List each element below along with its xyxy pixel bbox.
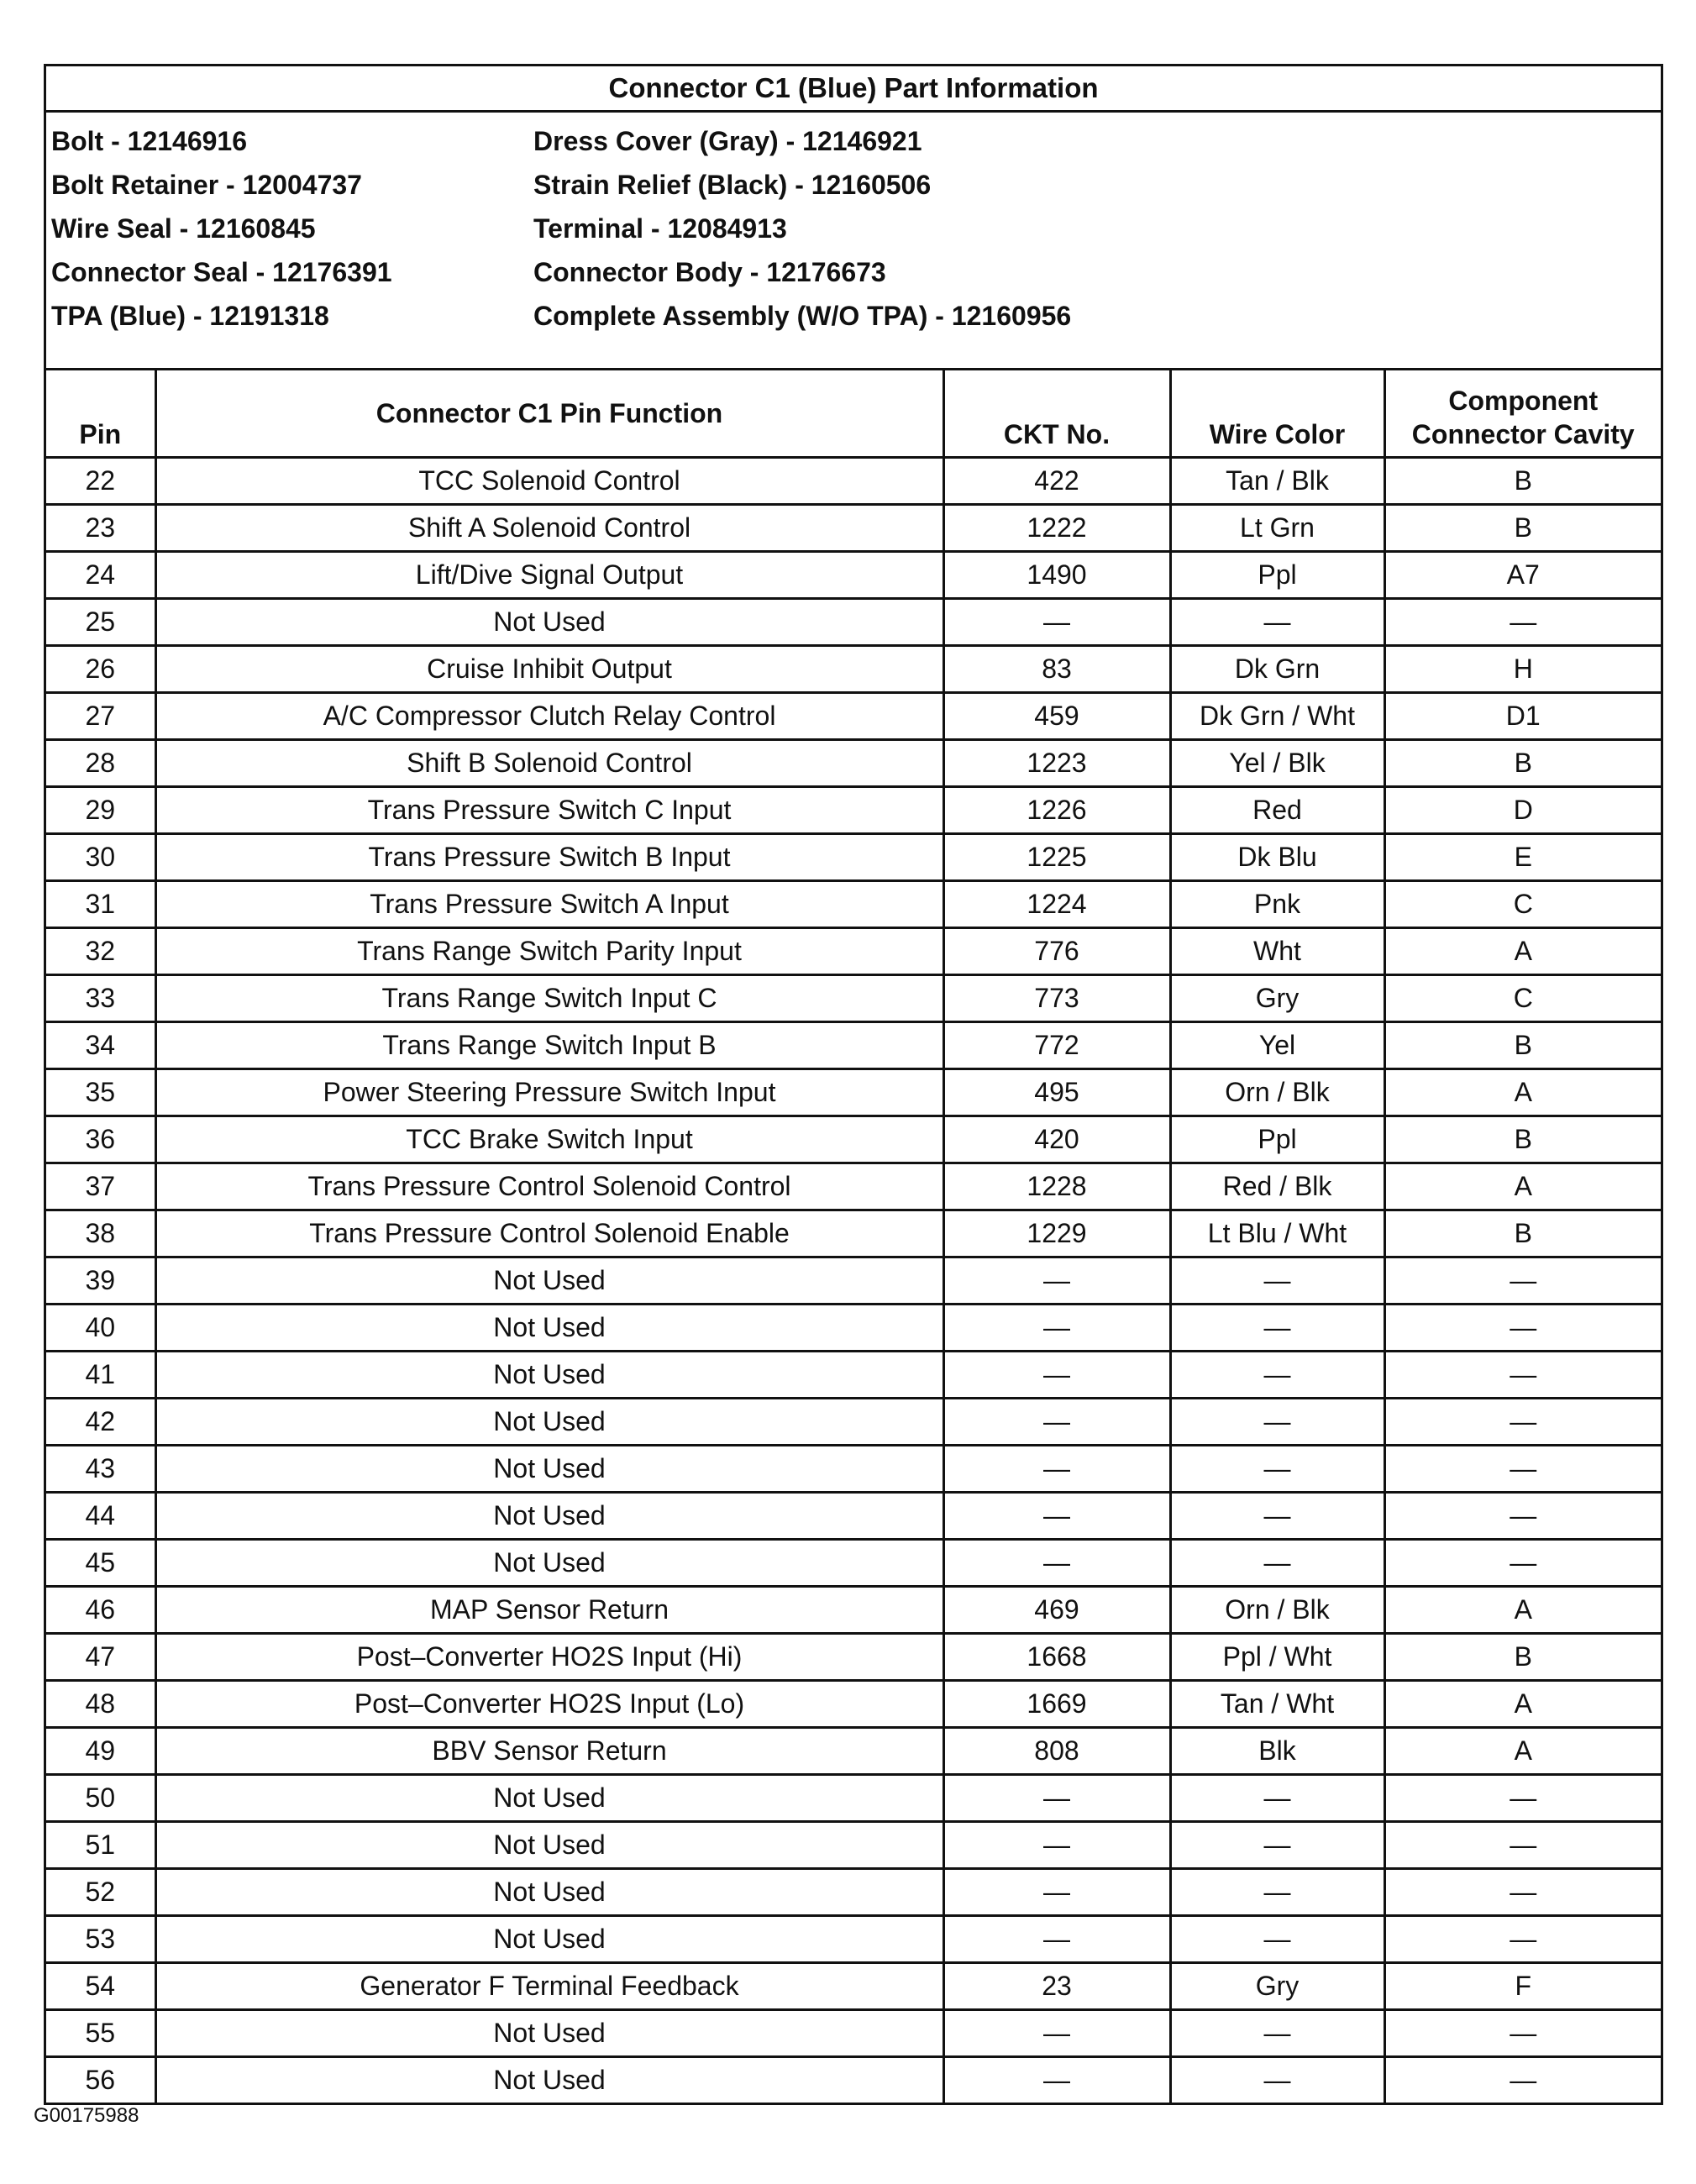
pin-function-cell: Not Used [155,599,943,646]
ckt-cell: 1223 [943,740,1170,787]
ckt-cell: 776 [943,928,1170,975]
table-row [46,1022,1661,1069]
table-row [46,1305,1661,1352]
pin-cell: 55 [46,2010,155,2057]
ckt-cell: 1222 [943,505,1170,552]
cavity-cell: B [1384,740,1661,787]
cavity-cell: A [1384,1587,1661,1634]
wire-color-cell: Dk Grn / Wht [1170,693,1384,740]
pin-function-cell: Not Used [155,1352,943,1399]
pin-function-cell: Not Used [155,1822,943,1869]
pin-table-body [46,458,1661,2103]
pin-function-cell: Trans Range Switch Input B [155,1022,943,1069]
part-item: Bolt Retainer - 12004737 [51,170,362,200]
table-row [46,1540,1661,1587]
table-row [46,1587,1661,1634]
cavity-cell: — [1384,1257,1661,1305]
document-id: G00175988 [34,2104,139,2127]
pin-cell: 23 [46,505,155,552]
ckt-cell: — [943,1399,1170,1446]
pin-cell: 33 [46,975,155,1022]
wire-color-cell: — [1170,1540,1384,1587]
ckt-cell: — [943,2057,1170,2103]
wire-color-cell: — [1170,1493,1384,1540]
ckt-cell: 1669 [943,1681,1170,1728]
cavity-cell: — [1384,1775,1661,1822]
wire-color-cell: — [1170,1869,1384,1916]
pin-function-cell: Trans Pressure Control Solenoid Control [155,1163,943,1210]
cavity-cell: B [1384,1022,1661,1069]
wire-color-cell: Orn / Blk [1170,1069,1384,1116]
pin-cell: 32 [46,928,155,975]
cavity-header [1384,370,1661,458]
part-item: Complete Assembly (W/O TPA) - 12160956 [533,301,1072,331]
ckt-cell: 1225 [943,834,1170,881]
cavity-cell: B [1384,1210,1661,1257]
ckt-cell: 1490 [943,552,1170,599]
pin-cell: 48 [46,1681,155,1728]
pin-cell: 29 [46,787,155,834]
cavity-header-line2: Connector Cavity [1411,419,1635,449]
pin-cell: 39 [46,1257,155,1305]
ckt-cell: 1224 [943,881,1170,928]
pin-function-cell: Trans Range Switch Input C [155,975,943,1022]
pin-function-cell: A/C Compressor Clutch Relay Control [155,693,943,740]
ckt-cell: 772 [943,1022,1170,1069]
cavity-cell: E [1384,834,1661,881]
cavity-cell: B [1384,1634,1661,1681]
table-row [46,1399,1661,1446]
pin-function-cell: Not Used [155,1916,943,1963]
part-item: TPA (Blue) - 12191318 [51,301,329,331]
ckt-cell: — [943,1305,1170,1352]
table-row [46,1069,1661,1116]
part-item: Connector Body - 12176673 [533,257,886,287]
cavity-cell: — [1384,2057,1661,2103]
table-row [46,1446,1661,1493]
cavity-cell: — [1384,1493,1661,1540]
ckt-cell: 495 [943,1069,1170,1116]
part-info-left-column [51,119,392,338]
wire-color-cell: — [1170,599,1384,646]
table-row [46,1116,1661,1163]
ckt-cell: 808 [943,1728,1170,1775]
cavity-cell: H [1384,646,1661,693]
ckt-cell: 23 [943,1963,1170,2010]
part-item: Wire Seal - 12160845 [51,213,316,244]
pin-cell: 42 [46,1399,155,1446]
cavity-cell: — [1384,599,1661,646]
cavity-cell: — [1384,1540,1661,1587]
pin-function-cell: TCC Brake Switch Input [155,1116,943,1163]
pin-function-cell: Power Steering Pressure Switch Input [155,1069,943,1116]
table-row [46,693,1661,740]
pin-cell: 28 [46,740,155,787]
pin-function-cell: Not Used [155,1257,943,1305]
pin-function-header: Connector C1 Pin Function [155,370,943,458]
pin-function-cell: Not Used [155,1399,943,1446]
ckt-cell: 420 [943,1116,1170,1163]
wire-color-cell: Gry [1170,975,1384,1022]
ckt-cell: 422 [943,458,1170,505]
table-row [46,1916,1661,1963]
table-row [46,1352,1661,1399]
pin-cell: 27 [46,693,155,740]
pin-cell: 30 [46,834,155,881]
table-row [46,2010,1661,2057]
pin-function-cell: Not Used [155,1540,943,1587]
cavity-cell: C [1384,881,1661,928]
ckt-header: CKT No. [943,370,1170,458]
table-row [46,2057,1661,2103]
table-row [46,646,1661,693]
wire-color-cell: Lt Blu / Wht [1170,1210,1384,1257]
ckt-cell: 83 [943,646,1170,693]
ckt-cell: 459 [943,693,1170,740]
cavity-cell: — [1384,2010,1661,2057]
wire-color-cell: Dk Blu [1170,834,1384,881]
wire-color-cell: Ppl / Wht [1170,1634,1384,1681]
pin-cell: 24 [46,552,155,599]
table-row [46,1634,1661,1681]
ckt-cell: — [943,1352,1170,1399]
part-item: Dress Cover (Gray) - 12146921 [533,126,922,156]
pin-cell: 38 [46,1210,155,1257]
pin-cell: 43 [46,1446,155,1493]
table-row [46,1493,1661,1540]
part-item: Connector Seal - 12176391 [51,257,392,287]
wire-color-cell: Yel [1170,1022,1384,1069]
table-row [46,975,1661,1022]
pin-cell: 47 [46,1634,155,1681]
pin-function-cell: Shift B Solenoid Control [155,740,943,787]
wire-color-cell: Orn / Blk [1170,1587,1384,1634]
wire-color-header: Wire Color [1170,370,1384,458]
ckt-cell: 1229 [943,1210,1170,1257]
ckt-cell: — [943,2010,1170,2057]
wire-color-cell: — [1170,1446,1384,1493]
pin-cell: 44 [46,1493,155,1540]
ckt-cell: — [943,1446,1170,1493]
cavity-cell: — [1384,1446,1661,1493]
cavity-cell: — [1384,1869,1661,1916]
table-row [46,1257,1661,1305]
pin-cell: 53 [46,1916,155,1963]
part-info-panel [46,113,1661,370]
pin-function-cell: BBV Sensor Return [155,1728,943,1775]
pin-cell: 31 [46,881,155,928]
wire-color-cell: Yel / Blk [1170,740,1384,787]
wire-color-cell: — [1170,1257,1384,1305]
ckt-cell: — [943,599,1170,646]
ckt-cell: — [943,1869,1170,1916]
cavity-cell: A7 [1384,552,1661,599]
pin-function-cell: TCC Solenoid Control [155,458,943,505]
pin-cell: 50 [46,1775,155,1822]
ckt-cell: — [943,1916,1170,1963]
connector-document [44,64,1663,2105]
wire-color-cell: Wht [1170,928,1384,975]
pin-function-cell: Not Used [155,1869,943,1916]
wire-color-cell: Ppl [1170,1116,1384,1163]
table-row [46,1963,1661,2010]
pin-function-cell: Trans Pressure Control Solenoid Enable [155,1210,943,1257]
pin-function-cell: MAP Sensor Return [155,1587,943,1634]
cavity-cell: — [1384,1305,1661,1352]
pin-cell: 26 [46,646,155,693]
table-row [46,740,1661,787]
wire-color-cell: Tan / Wht [1170,1681,1384,1728]
table-row [46,505,1661,552]
wire-color-cell: — [1170,1352,1384,1399]
wire-color-cell: — [1170,2010,1384,2057]
pin-cell: 35 [46,1069,155,1116]
table-row [46,834,1661,881]
table-row [46,552,1661,599]
pin-function-cell: Not Used [155,2010,943,2057]
table-header-row [46,370,1661,458]
pin-function-cell: Lift/Dive Signal Output [155,552,943,599]
wire-color-cell: Red / Blk [1170,1163,1384,1210]
pin-header: Pin [46,370,155,458]
pin-cell: 37 [46,1163,155,1210]
table-row [46,1681,1661,1728]
wire-color-cell: Dk Grn [1170,646,1384,693]
wire-color-cell: Blk [1170,1728,1384,1775]
pin-cell: 25 [46,599,155,646]
cavity-cell: D1 [1384,693,1661,740]
cavity-cell: B [1384,1116,1661,1163]
pin-function-cell: Trans Pressure Switch A Input [155,881,943,928]
wire-color-cell: Tan / Blk [1170,458,1384,505]
cavity-header-line1: Component [1448,386,1599,416]
cavity-cell: D [1384,787,1661,834]
pin-cell: 56 [85,2065,116,2095]
table-row [46,881,1661,928]
cavity-cell: C [1384,975,1661,1022]
pin-function-cell: Generator F Terminal Feedback [155,1963,943,2010]
pin-function-cell: Shift A Solenoid Control [155,505,943,552]
ckt-cell: 1228 [943,1163,1170,1210]
cavity-cell: A [1384,1069,1661,1116]
cavity-cell: — [1384,1399,1661,1446]
table-row [46,1210,1661,1257]
pin-function-cell: Trans Pressure Switch C Input [155,787,943,834]
wire-color-cell: — [1170,1822,1384,1869]
wire-color-cell: — [1170,1399,1384,1446]
pin-cell: 34 [46,1022,155,1069]
pin-function-cell: Not Used [155,1493,943,1540]
ckt-cell: — [943,1493,1170,1540]
table-row [46,599,1661,646]
pin-function-cell: Post–Converter HO2S Input (Hi) [155,1634,943,1681]
wire-color-cell: — [1170,2057,1384,2103]
pin-function-table [46,370,1661,2103]
pin-function-cell: Post–Converter HO2S Input (Lo) [155,1681,943,1728]
table-row [46,928,1661,975]
cavity-cell: A [1384,928,1661,975]
wire-color-cell: Ppl [1170,552,1384,599]
cavity-cell: A [1384,1681,1661,1728]
table-row [46,458,1661,505]
pin-cell: 46 [46,1587,155,1634]
pin-cell: 36 [46,1116,155,1163]
ckt-cell: — [943,1257,1170,1305]
table-row [46,787,1661,834]
pin-function-cell: Not Used [155,1305,943,1352]
wire-color-cell: — [1170,1916,1384,1963]
pin-cell: 52 [46,1869,155,1916]
cavity-cell: — [1384,1916,1661,1963]
cavity-cell: B [1384,458,1661,505]
pin-cell: 54 [46,1963,155,2010]
wire-color-cell: Pnk [1170,881,1384,928]
pin-function-cell: Trans Range Switch Parity Input [155,928,943,975]
table-row [46,1822,1661,1869]
table-row [46,1163,1661,1210]
pin-function-cell: Not Used [155,1775,943,1822]
pin-cell: 22 [46,458,155,505]
cavity-cell: — [1384,1822,1661,1869]
ckt-cell: 1668 [943,1634,1170,1681]
table-row [46,1775,1661,1822]
part-item: Bolt - 12146916 [51,126,248,156]
part-info-title: Connector C1 (Blue) Part Information [46,66,1661,113]
table-row [46,1869,1661,1916]
pin-function-cell: Not Used [155,1446,943,1493]
table-row [46,1728,1661,1775]
ckt-cell: 469 [943,1587,1170,1634]
part-item: Strain Relief (Black) - 12160506 [533,170,932,200]
ckt-cell: — [943,1540,1170,1587]
wire-color-cell: Lt Grn [1170,505,1384,552]
part-item: Terminal - 12084913 [533,213,787,244]
pin-cell: 41 [46,1352,155,1399]
ckt-cell: 1226 [943,787,1170,834]
pin-cell: 49 [46,1728,155,1775]
wire-color-cell: Gry [1170,1963,1384,2010]
ckt-cell: 773 [943,975,1170,1022]
cavity-cell: A [1384,1163,1661,1210]
part-info-right-column [533,119,1071,338]
cavity-cell: F [1384,1963,1661,2010]
wire-color-cell: — [1170,1305,1384,1352]
wire-color-cell: — [1170,1775,1384,1822]
pin-cell: 40 [46,1305,155,1352]
ckt-cell: — [943,1822,1170,1869]
pin-function-cell: Not Used [155,2057,943,2103]
pin-cell: 51 [46,1822,155,1869]
cavity-cell: — [1384,1352,1661,1399]
pin-function-cell: Trans Pressure Switch B Input [155,834,943,881]
ckt-cell: — [943,1775,1170,1822]
wire-color-cell: Red [1170,787,1384,834]
cavity-cell: A [1384,1728,1661,1775]
pin-function-cell: Cruise Inhibit Output [155,646,943,693]
pin-cell: 45 [46,1540,155,1587]
cavity-cell: B [1384,505,1661,552]
